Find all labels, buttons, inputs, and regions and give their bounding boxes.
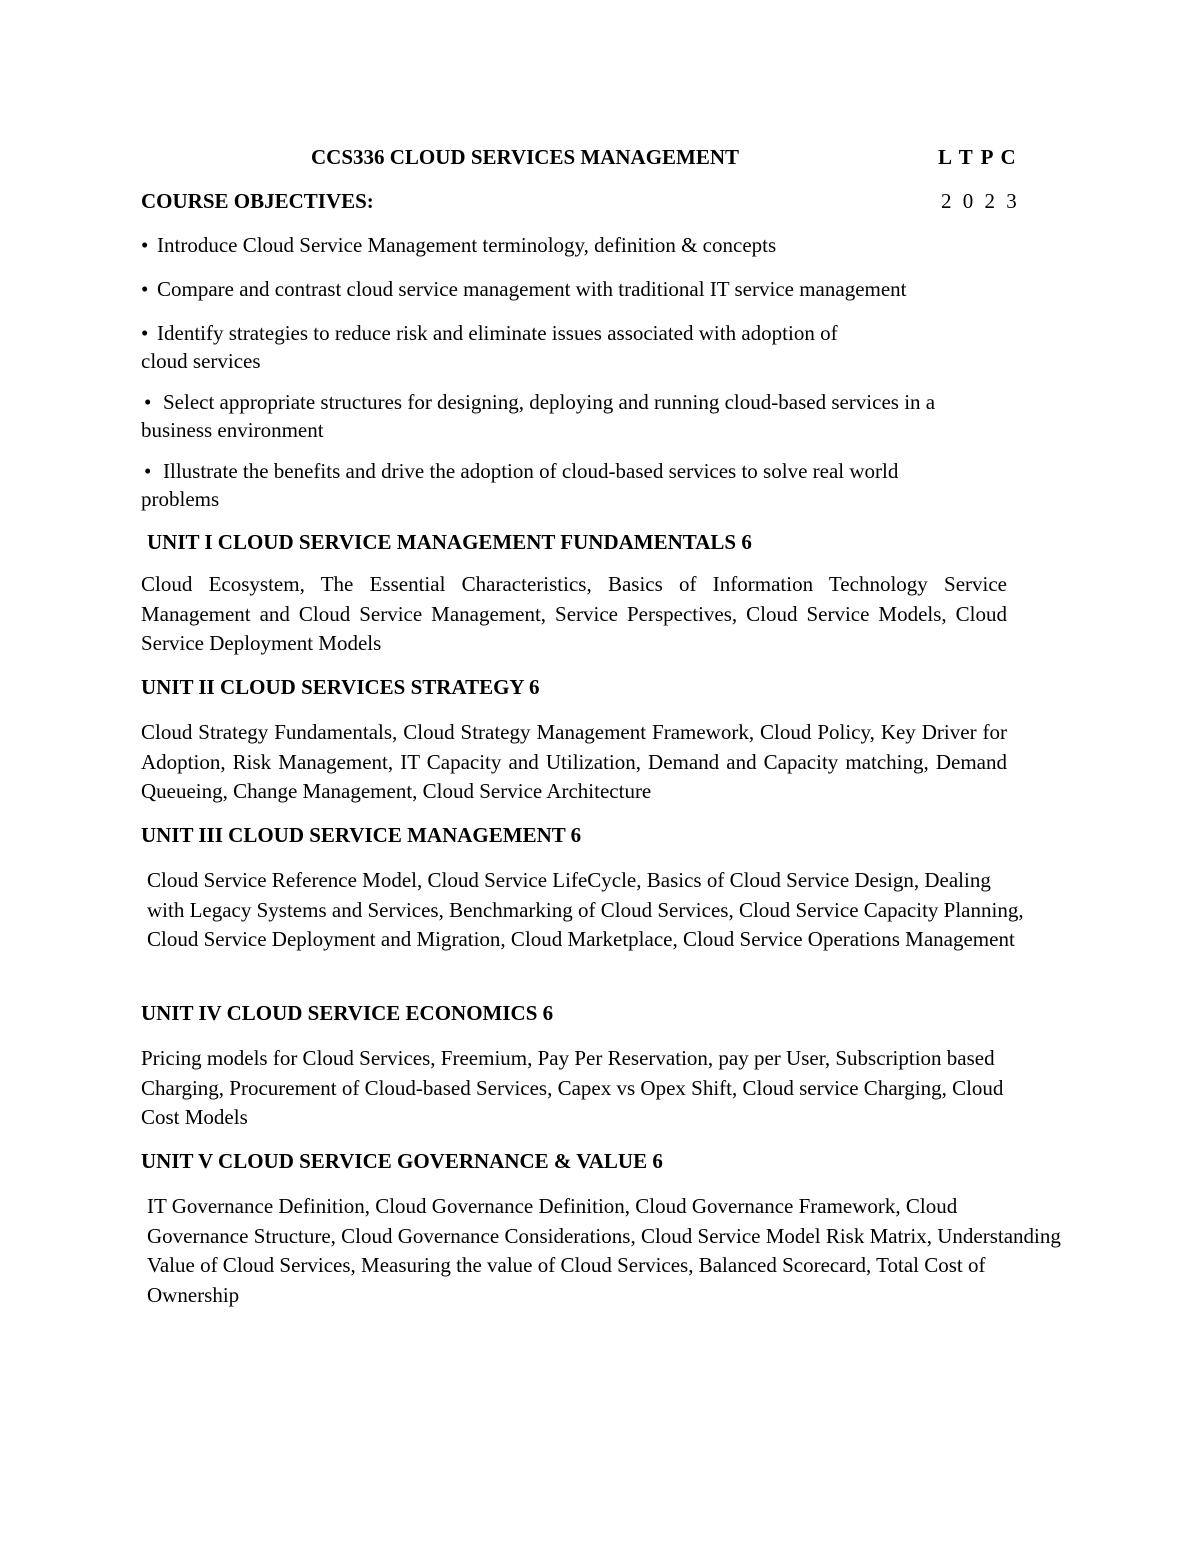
bullet-icon: • [141,233,149,257]
unit-body: Cloud Strategy Fundamentals, Cloud Strategy Management Framework, Cloud Policy, Key Driver for Adoption, Risk Management, IT Capacity and Utilization, Demand and Capacity matching, Demand Queueing, Change Management, Cloud Service Architecture [141,720,1007,803]
bullet-icon: • [141,321,149,345]
objective-item [141,457,898,513]
unit-body: Cloud Service Reference Model, Cloud Service LifeCycle, Basics of Cloud Service Design, Dealing with Legacy Systems and Services, Benchmarking of Cloud Services, Cloud Service Capacity Planning, Cloud Service Deployment and Migration, Cloud Marketplace, Cloud Service Operations Management [147,868,1024,951]
unit-body: Pricing models for Cloud Services, Freemium, Pay Per Reservation, pay per User, Subscription based Charging, Procurement of Cloud-based Services, Capex vs Opex Shift, Cloud service Charging, Cloud Cost Models [141,1046,1004,1129]
course-title: CCS336 CLOUD SERVICES MANAGEMENT [311,145,740,169]
ltpc-label: L T P C [938,145,1016,169]
objective-text-cont: problems [141,487,220,511]
objective-text: Compare and contrast cloud service management with traditional IT service management [157,277,907,301]
unit-heading: UNIT V CLOUD SERVICE GOVERNANCE & VALUE 6 [141,1149,663,1173]
unit-heading: UNIT IV CLOUD SERVICE ECONOMICS 6 [141,1001,554,1025]
unit-heading: UNIT III CLOUD SERVICE MANAGEMENT 6 [141,823,582,847]
bullet-icon: • [141,277,149,301]
ltpc-values: 2 0 2 3 [941,189,1017,213]
unit-body: Cloud Ecosystem, The Essential Characteristics, Basics of Information Technology Service Management and Cloud Service Management, Service Perspectives, Cloud Service Models, Cloud Service Deployment Models [141,572,1007,655]
objective-text: Identify strategies to reduce risk and eliminate issues associated with adoption of [157,321,838,345]
objective-text-cont: business environment [141,418,324,442]
objective-item [141,231,776,259]
objective-text: Illustrate the benefits and drive the adoption of cloud-based services to solve real world [163,459,899,483]
objective-item [141,275,907,303]
objectives-heading: COURSE OBJECTIVES: [141,189,374,213]
objective-item [141,319,838,375]
bullet-icon: • [144,390,152,414]
objective-text: Introduce Cloud Service Management terminology, definition & concepts [157,233,777,257]
objective-text-cont: cloud services [141,349,261,373]
unit-heading: UNIT II CLOUD SERVICES STRATEGY 6 [141,675,540,699]
bullet-icon: • [144,459,152,483]
unit-body: IT Governance Definition, Cloud Governance Definition, Cloud Governance Framework, Cloud Governance Structure, Cloud Governance Considerations, Cloud Service Model Risk Matrix, Understanding Value of Cloud Services, Measuring the value of Cloud Services, Balanced Scorecard, Total Cost of Ownership [147,1194,1061,1307]
unit-heading: UNIT I CLOUD SERVICE MANAGEMENT FUNDAMENTALS 6 [147,530,752,554]
objective-item [141,388,935,444]
objective-text: Select appropriate structures for designing, deploying and running cloud-based services in a [163,390,936,414]
